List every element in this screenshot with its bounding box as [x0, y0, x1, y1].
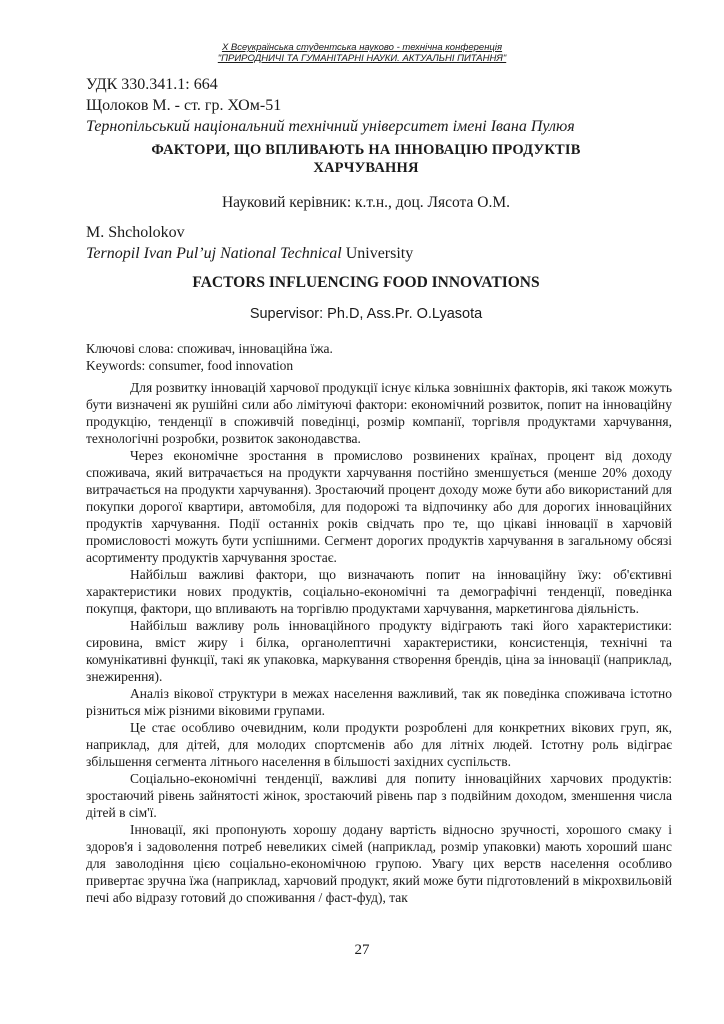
keywords-en: Keywords: consumer, food innovation	[86, 358, 294, 373]
paragraph: Найбільш важливі фактори, що визначають попит на інноваційну їжу: об'єктивні характеристики нових продуктів, соціально-економічні та демографічні тенденції, поведінка покупця, фактори, що впливають на торгівлю продуктами харчування, маркетингова діяльність.	[86, 567, 672, 616]
keywords-uk: Ключові слова: споживач, інноваційна їжа.	[86, 341, 333, 356]
conference-title: X Всеукраїнська студентська науково - технічна конференція	[221, 42, 503, 53]
paper-title-uk	[86, 141, 646, 177]
paragraph: Аналіз вікової структури в межах населення важливий, так як поведінка споживача істотно різниться між різними віковими групами.	[86, 686, 672, 718]
university-en-regular: University	[341, 245, 414, 262]
metadata-uk	[86, 74, 646, 137]
paragraph: Це стає особливо очевидним, коли продукти розроблені для конкретних вікових груп, як, наприклад, для дітей, для молодих спортсменів або для літніх людей. Істотну роль відіграє збільшення сегмента літнього населення в більшості західних суспільств.	[86, 720, 672, 769]
paragraph: Через економічне зростання в промислово розвинених країнах, процент від доходу споживача, який витрачається на продукти харчування постійно зменшується (менше 20% доходу витрачається на продукти харчування). Зростаючий процент доходу може бути або використаний для покупки дорогої квартири, автомобіля, для подорожі та відпочинку або для дорогих інноваційних продуктів харчування. Події останніх років свідчать про те, що цікаві інновації в харчовій промисловості можуть бути успішними. Сегмент дорогих продуктів харчування в загальному обсязі асортименту продуктів харчування зростає.	[86, 448, 672, 565]
metadata-en	[86, 222, 646, 264]
supervisor-en: Supervisor: Ph.D, Ass.Pr. O.Lyasota	[249, 306, 483, 322]
university-uk: Тернопільський національний технічний університет імені Івана Пулюя	[86, 118, 575, 135]
author-uk: Щолоков М. - ст. гр. ХОм-51	[86, 97, 282, 114]
author-en: M. Shcholokov	[86, 224, 185, 241]
paragraph: Соціально-економічні тенденції, важливі для попиту інноваційних харчових продуктів: зростаючий рівень зайнятості жінок, зростаючий рівень пар з подвійним доходом, зменшення числа дітей в сім'ї.	[86, 771, 672, 820]
conference-header	[0, 42, 724, 64]
paragraph: Найбільш важливу роль інноваційного продукту відіграють такі його характеристики: сировина, вміст жиру і білка, органолептичні характеристики, консистенція, технічні та комунікативні функції, такі як упаковка, маркування створення брендів, ціна за інновації (наприклад, знежирення).	[86, 618, 672, 684]
paper-title-uk-line1: ФАКТОРИ, ЩО ВПЛИВАЮТЬ НА ІННОВАЦІЮ ПРОДУКТІВ	[151, 142, 581, 158]
university-en-italic: Ternopil Ivan Pul’uj National Technical	[86, 245, 342, 262]
page-number: 27	[354, 942, 370, 958]
keywords	[86, 340, 646, 374]
conference-theme: "ПРИРОДНИЧІ ТА ГУМАНІТАРНІ НАУКИ. АКТУАЛЬНІ ПИТАННЯ"	[217, 53, 507, 64]
paragraph: Для розвитку інновацій харчової продукції існує кілька зовнішніх факторів, які також можуть бути визначені як рушійні сили або лімітуючі фактори: економічний розвиток, попит на інноваційну продукцію, тенденції в споживчій поведінці, розмір компанії, торгівля продуктами харчування, технологічні розробки, розвиток законодавства.	[86, 380, 672, 446]
university-en	[86, 243, 646, 264]
paper-title-uk-line2: ХАРЧУВАННЯ	[313, 160, 419, 176]
paragraph: Інновації, які пропонують хорошу додану вартість відносно зручності, хорошого смаку і здоров'я і задоволення потреб невеликих сімей (наприклад, розмір упаковки) мають хороший шанс для заволодіння цією соціально-економічною групою. Увагу цих верств населення особливо привертає зручна їжа (наприклад, харчовий продукт, який може бути підготовлений в мікрохвильовій печі або відразу готовий до споживання / фаст-фуд), так	[86, 822, 672, 905]
body-text	[86, 379, 672, 906]
supervisor-uk: Науковий керівник: к.т.н., доц. Лясота О.М.	[221, 194, 510, 211]
paper-title-en: FACTORS INFLUENCING FOOD INNOVATIONS	[192, 274, 540, 291]
udk-code: УДК 330.341.1: 664	[86, 76, 218, 93]
